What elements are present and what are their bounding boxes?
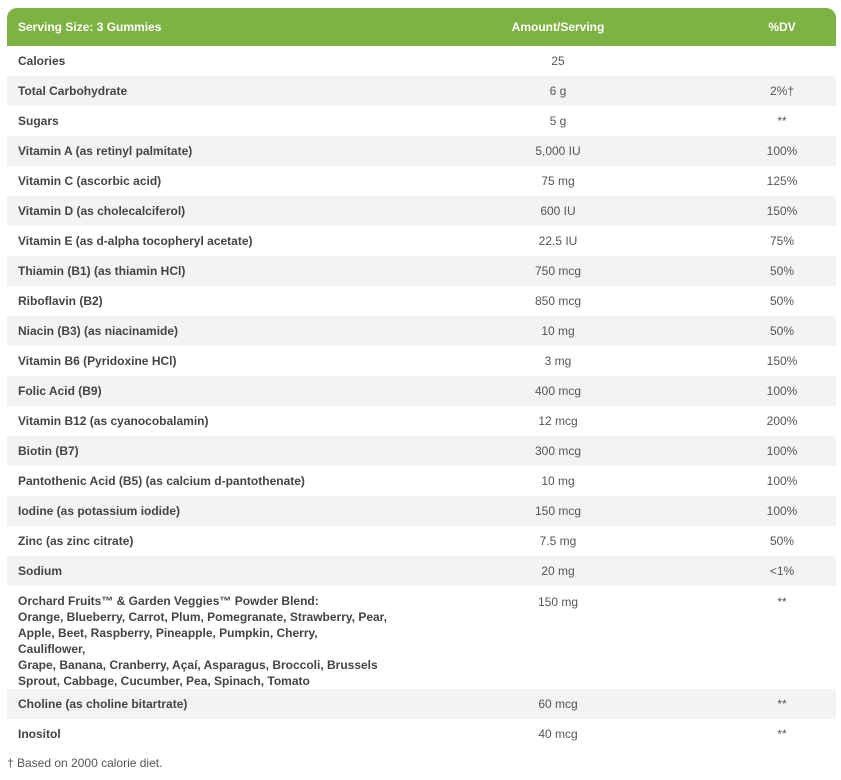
nutrient-name <box>7 196 388 226</box>
amount-per-serving: 20 mg <box>541 564 575 578</box>
amount-per-serving: 850 mcg <box>534 294 582 308</box>
supplement-facts-panel <box>7 8 836 749</box>
nutrient-name-text: Vitamin C (ascorbic acid) <box>18 174 162 188</box>
nutrition-table <box>7 8 836 749</box>
amount-per-serving: 7.5 mg <box>539 534 577 548</box>
nutrient-name <box>7 586 388 689</box>
nutrient-name <box>7 136 388 166</box>
daily-value: 75% <box>769 234 795 248</box>
amount-per-serving: 5,000 IU <box>535 144 581 158</box>
nutrient-name <box>7 226 388 256</box>
nutrient-name-text: Folic Acid (B9) <box>18 384 102 398</box>
amount-per-serving: 6 g <box>549 84 567 98</box>
daily-value: 50% <box>769 534 795 548</box>
daily-value: 150% <box>766 354 798 368</box>
table-row <box>7 256 836 286</box>
nutrient-name-text: Vitamin D (as cholecalciferol) <box>18 204 186 218</box>
nutrient-name <box>7 166 388 196</box>
daily-value: ** <box>777 727 787 741</box>
nutrient-name-text: Sugars <box>18 114 59 128</box>
daily-value: ** <box>777 114 787 128</box>
nutrient-name <box>7 316 388 346</box>
daily-value: ** <box>777 697 787 711</box>
table-row <box>7 316 836 346</box>
table-header-row <box>7 8 836 46</box>
table-row <box>7 226 836 256</box>
daily-value-header: %DV <box>768 20 796 34</box>
nutrient-name <box>7 719 388 749</box>
nutrient-name-text: Vitamin B6 (Pyridoxine HCl) <box>18 354 177 368</box>
nutrient-name-text: Calories <box>18 54 66 68</box>
amount-per-serving: 600 IU <box>540 204 576 218</box>
nutrient-name-text: Inositol <box>18 727 61 741</box>
nutrient-name <box>7 46 388 76</box>
table-row <box>7 166 836 196</box>
amount-per-serving: 300 mcg <box>534 444 582 458</box>
nutrient-name-text: Vitamin A (as retinyl palmitate) <box>18 144 193 158</box>
blend-ingredients-line: Orange, Blueberry, Carrot, Plum, Pomegranate, Strawberry, Pear, <box>18 610 388 624</box>
footnote: † Based on 2000 calorie diet. <box>7 756 163 770</box>
nutrient-name-text: Total Carbohydrate <box>18 84 128 98</box>
amount-per-serving: 12 mcg <box>538 414 578 428</box>
table-row <box>7 286 836 316</box>
table-row <box>7 46 836 76</box>
amount-per-serving: 150 mg <box>537 595 579 609</box>
nutrient-name-text: Niacin (B3) (as niacinamide) <box>18 324 179 338</box>
daily-value: 125% <box>766 174 798 188</box>
daily-value: 100% <box>766 384 798 398</box>
table-row <box>7 689 836 719</box>
nutrient-name <box>7 689 388 719</box>
daily-value: 50% <box>769 294 795 308</box>
amount-per-serving: 25 <box>551 54 565 68</box>
table-row <box>7 136 836 166</box>
table-row <box>7 346 836 376</box>
nutrient-name-text: Zinc (as zinc citrate) <box>18 534 134 548</box>
amount-per-serving: 3 mg <box>544 354 572 368</box>
nutrient-name <box>7 346 388 376</box>
daily-value: 50% <box>769 264 795 278</box>
nutrient-name-text: Vitamin E (as d-alpha tocopheryl acetate) <box>18 234 253 248</box>
nutrient-name-text: Biotin (B7) <box>18 444 79 458</box>
amount-per-serving: 22.5 IU <box>538 234 578 248</box>
daily-value: 150% <box>766 204 798 218</box>
table-row <box>7 496 836 526</box>
nutrient-name-text: Riboflavin (B2) <box>18 294 103 308</box>
nutrient-name <box>7 406 388 436</box>
daily-value: 100% <box>766 144 798 158</box>
table-row <box>7 76 836 106</box>
serving-size-header: Serving Size: 3 Gummies <box>18 20 162 34</box>
nutrient-name-text: Orchard Fruits™ & Garden Veggies™ Powder Blend: <box>18 594 319 608</box>
amount-per-serving: 400 mcg <box>534 384 582 398</box>
table-row <box>7 106 836 136</box>
table-row <box>7 436 836 466</box>
daily-value: ** <box>777 595 787 609</box>
table-row <box>7 526 836 556</box>
daily-value: 200% <box>766 414 798 428</box>
nutrient-name-text: Iodine (as potassium iodide) <box>18 504 181 518</box>
nutrient-rows <box>7 46 836 749</box>
nutrient-name <box>7 526 388 556</box>
daily-value: 100% <box>766 474 798 488</box>
table-row <box>7 196 836 226</box>
daily-value: 2%† <box>769 84 795 98</box>
table-row <box>7 466 836 496</box>
table-row <box>7 406 836 436</box>
nutrient-name-text: Pantothenic Acid (B5) (as calcium d-pantothenate) <box>18 474 305 488</box>
amount-per-serving: 10 mg <box>541 474 575 488</box>
nutrient-name-text: Vitamin B12 (as cyanocobalamin) <box>18 414 209 428</box>
nutrient-name-text: Sodium <box>18 564 62 578</box>
blend-ingredients-line: Grape, Banana, Cranberry, Açaí, Asparagus, Broccoli, Brussels <box>18 658 378 672</box>
table-row <box>7 556 836 586</box>
amount-per-serving: 750 mcg <box>534 264 582 278</box>
nutrient-name <box>7 436 388 466</box>
daily-value: 100% <box>766 444 798 458</box>
nutrient-name <box>7 256 388 286</box>
daily-value <box>728 46 836 76</box>
nutrient-name <box>7 376 388 406</box>
nutrient-name-text: Choline (as choline bitartrate) <box>18 697 188 711</box>
table-row <box>7 376 836 406</box>
nutrient-name <box>7 466 388 496</box>
blend-ingredients-line: Apple, Beet, Raspberry, Pineapple, Pumpkin, Cherry, Cauliflower, <box>18 626 318 656</box>
nutrient-name <box>7 106 388 136</box>
daily-value: <1% <box>769 564 795 578</box>
nutrient-name <box>7 286 388 316</box>
daily-value: 50% <box>769 324 795 338</box>
amount-per-serving: 75 mg <box>541 174 575 188</box>
amount-per-serving: 5 g <box>549 114 567 128</box>
nutrient-name <box>7 76 388 106</box>
daily-value: 100% <box>766 504 798 518</box>
amount-per-serving-header: Amount/Serving <box>511 20 605 34</box>
blend-ingredients-line: Sprout, Cabbage, Cucumber, Pea, Spinach, Tomato <box>18 674 310 688</box>
nutrient-name-text: Thiamin (B1) (as thiamin HCl) <box>18 264 186 278</box>
amount-per-serving: 60 mcg <box>538 697 578 711</box>
nutrient-name <box>7 496 388 526</box>
amount-per-serving: 10 mg <box>541 324 575 338</box>
amount-per-serving: 40 mcg <box>538 727 578 741</box>
table-row <box>7 719 836 749</box>
nutrient-name <box>7 556 388 586</box>
amount-per-serving: 150 mcg <box>534 504 582 518</box>
table-row <box>7 586 836 689</box>
